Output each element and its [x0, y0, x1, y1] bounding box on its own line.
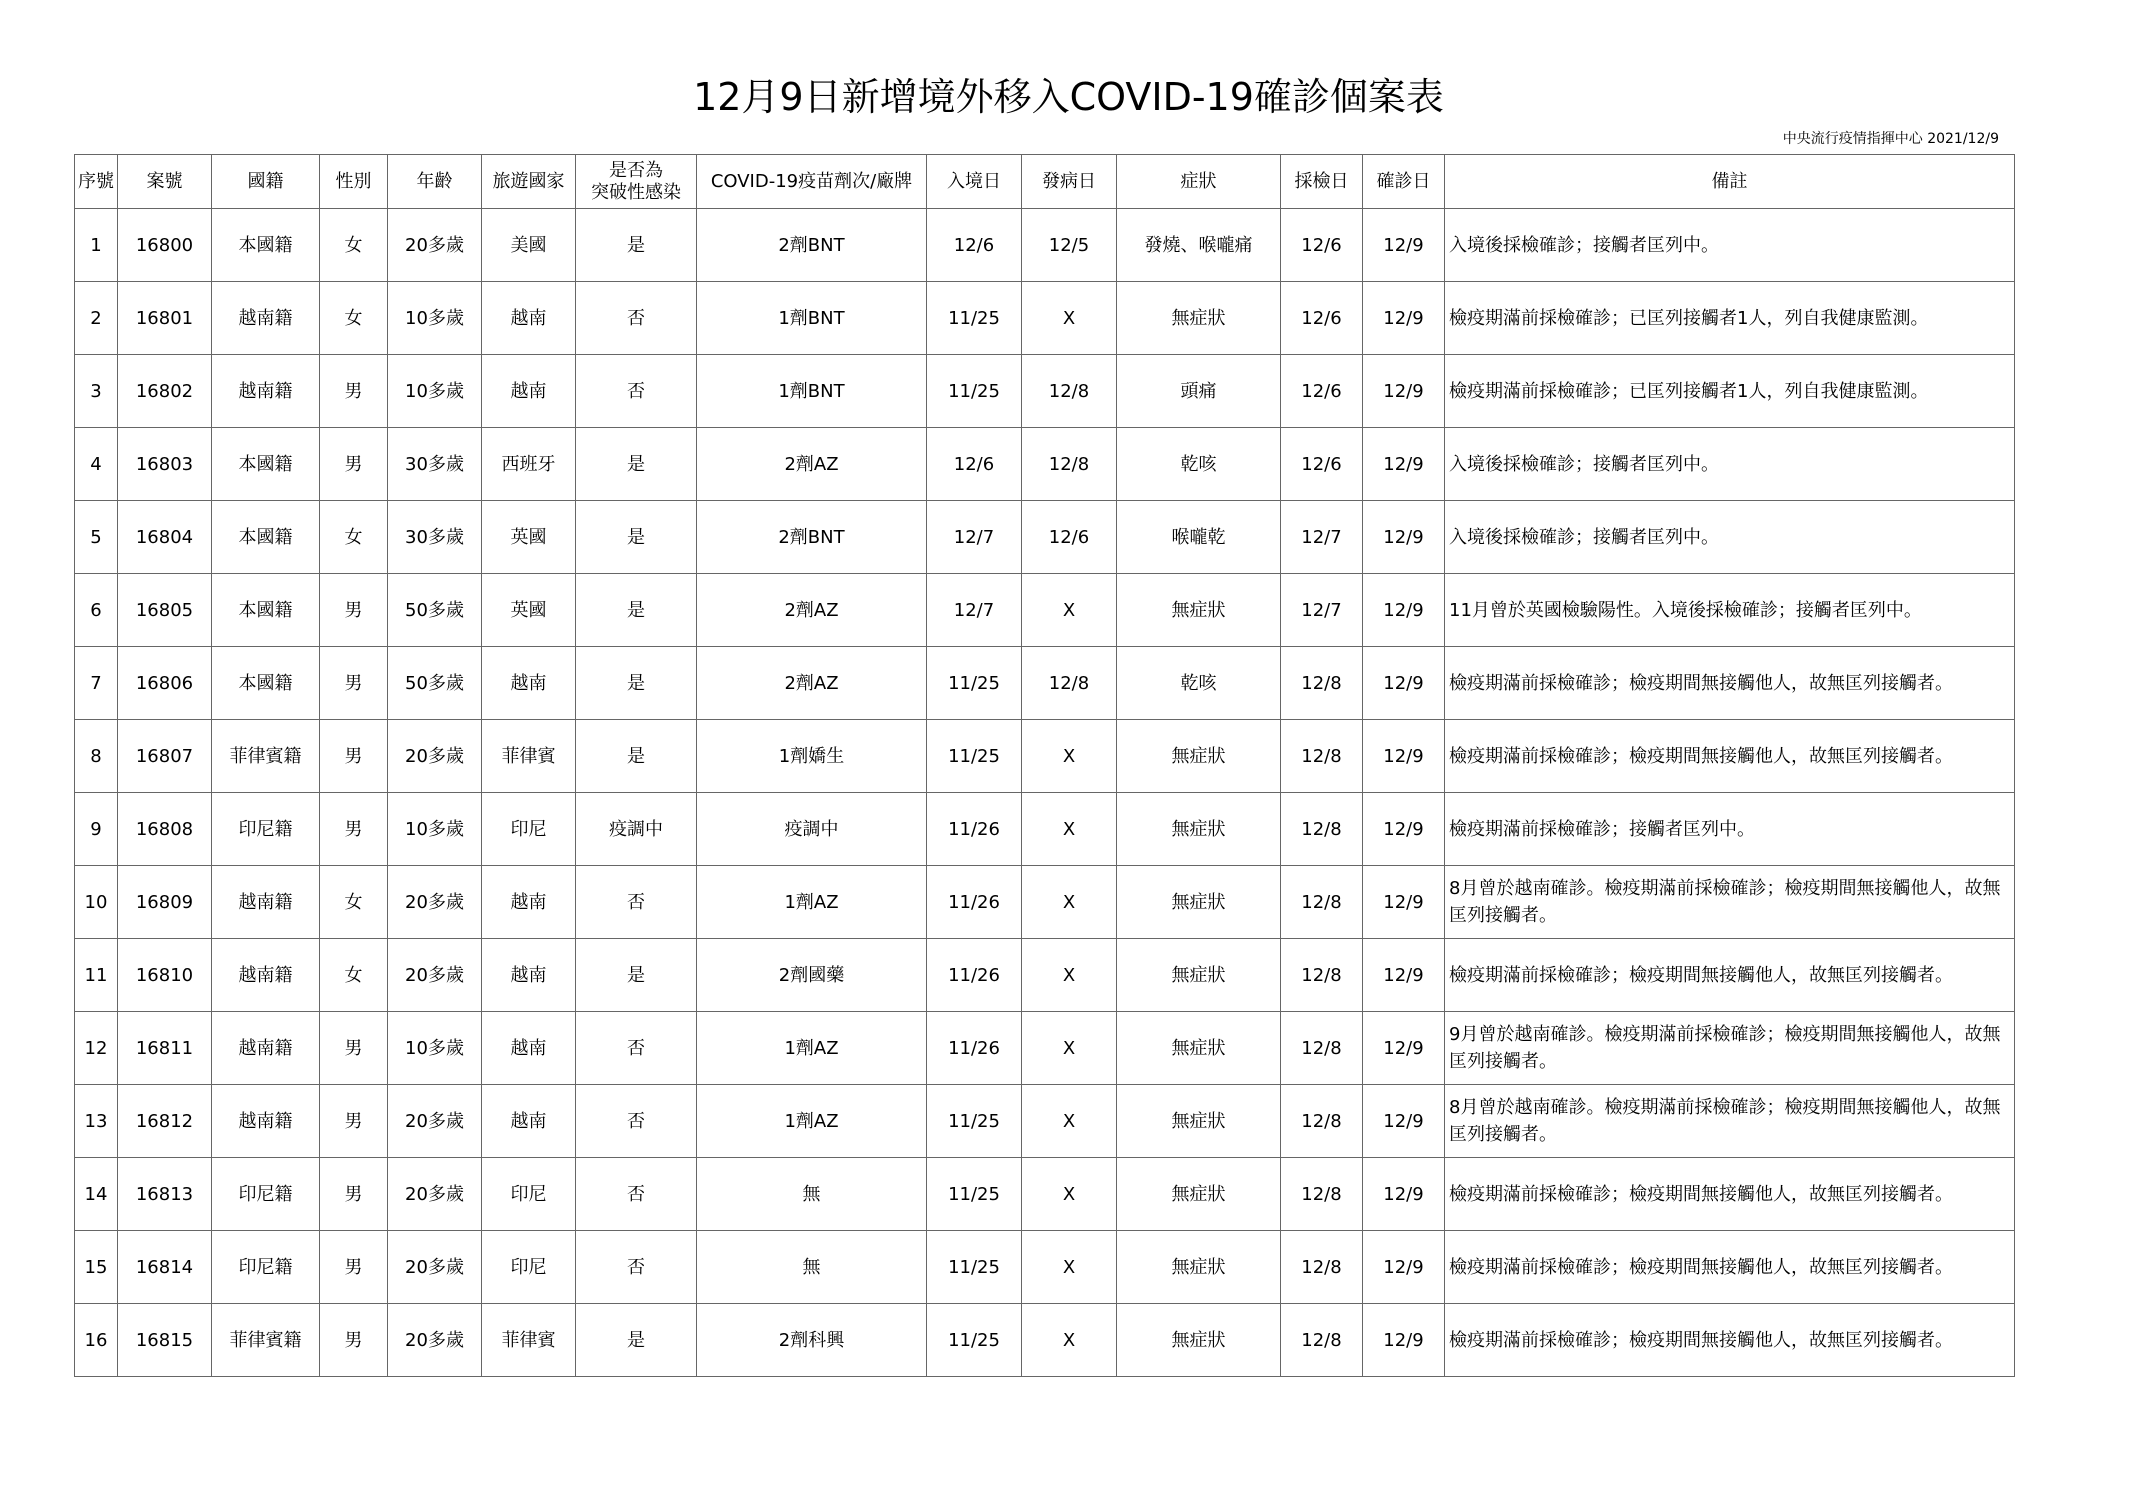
- cell-symptom: 無症狀: [1117, 1158, 1281, 1231]
- cell-confirm: 12/9: [1363, 282, 1445, 355]
- cell-nationality: 越南籍: [212, 1085, 320, 1158]
- cell-onset: X: [1022, 939, 1117, 1012]
- cell-note: 檢疫期滿前採檢確診；已匡列接觸者1人，列自我健康監測。: [1445, 355, 2015, 428]
- cell-case: 16801: [118, 282, 212, 355]
- cell-age: 20多歲: [388, 720, 482, 793]
- cell-sample: 12/8: [1281, 939, 1363, 1012]
- cell-age: 20多歲: [388, 939, 482, 1012]
- header-case: 案號: [118, 155, 212, 209]
- cell-travel: 印尼: [482, 1231, 576, 1304]
- cell-note: 8月曾於越南確診。檢疫期滿前採檢確診；檢疫期間無接觸他人，故無匡列接觸者。: [1445, 866, 2015, 939]
- cell-vaccine: 2劑BNT: [697, 209, 927, 282]
- cell-symptom: 無症狀: [1117, 866, 1281, 939]
- cell-case: 16803: [118, 428, 212, 501]
- cell-case: 16813: [118, 1158, 212, 1231]
- cell-no: 15: [75, 1231, 118, 1304]
- cell-symptom: 無症狀: [1117, 720, 1281, 793]
- cell-sex: 男: [320, 1085, 388, 1158]
- cell-entry: 11/26: [927, 793, 1022, 866]
- cell-no: 8: [75, 720, 118, 793]
- cell-symptom: 無症狀: [1117, 1085, 1281, 1158]
- cell-onset: 12/8: [1022, 647, 1117, 720]
- table-row: [75, 1304, 2015, 1377]
- cell-travel: 越南: [482, 939, 576, 1012]
- cell-symptom: 無症狀: [1117, 793, 1281, 866]
- header-sex: 性別: [320, 155, 388, 209]
- cell-no: 12: [75, 1012, 118, 1085]
- cell-onset: X: [1022, 793, 1117, 866]
- cell-confirm: 12/9: [1363, 793, 1445, 866]
- cell-entry: 11/25: [927, 355, 1022, 428]
- cell-vaccine: 1劑BNT: [697, 355, 927, 428]
- cell-nationality: 本國籍: [212, 647, 320, 720]
- table-row: [75, 282, 2015, 355]
- cell-entry: 12/7: [927, 501, 1022, 574]
- cell-note: 入境後採檢確診；接觸者匡列中。: [1445, 501, 2015, 574]
- cell-case: 16811: [118, 1012, 212, 1085]
- cell-breakthrough: 是: [576, 501, 697, 574]
- cell-entry: 12/6: [927, 209, 1022, 282]
- cell-onset: X: [1022, 720, 1117, 793]
- cell-sex: 男: [320, 1304, 388, 1377]
- cell-onset: 12/6: [1022, 501, 1117, 574]
- cell-travel: 西班牙: [482, 428, 576, 501]
- cell-confirm: 12/9: [1363, 647, 1445, 720]
- cell-entry: 11/25: [927, 282, 1022, 355]
- cell-vaccine: 2劑BNT: [697, 501, 927, 574]
- cell-vaccine: 2劑國藥: [697, 939, 927, 1012]
- cell-onset: X: [1022, 1085, 1117, 1158]
- cell-entry: 11/25: [927, 1231, 1022, 1304]
- cell-travel: 印尼: [482, 1158, 576, 1231]
- cell-note: 檢疫期滿前採檢確診；已匡列接觸者1人，列自我健康監測。: [1445, 282, 2015, 355]
- cell-travel: 越南: [482, 282, 576, 355]
- cell-age: 50多歲: [388, 574, 482, 647]
- table-row: [75, 1085, 2015, 1158]
- cell-age: 20多歲: [388, 866, 482, 939]
- header-note: 備註: [1445, 155, 2015, 209]
- header-entry: 入境日: [927, 155, 1022, 209]
- cell-age: 20多歲: [388, 1304, 482, 1377]
- cell-onset: X: [1022, 866, 1117, 939]
- cell-breakthrough: 否: [576, 1012, 697, 1085]
- cell-vaccine: 疫調中: [697, 793, 927, 866]
- table-row: [75, 866, 2015, 939]
- cell-symptom: 無症狀: [1117, 1231, 1281, 1304]
- cell-travel: 美國: [482, 209, 576, 282]
- cell-confirm: 12/9: [1363, 501, 1445, 574]
- table-header-row: [75, 155, 2015, 209]
- table-row: [75, 939, 2015, 1012]
- cell-nationality: 本國籍: [212, 574, 320, 647]
- cell-note: 檢疫期滿前採檢確診；檢疫期間無接觸他人，故無匡列接觸者。: [1445, 1231, 2015, 1304]
- cell-breakthrough: 是: [576, 647, 697, 720]
- cell-sex: 女: [320, 866, 388, 939]
- cell-sex: 女: [320, 209, 388, 282]
- cell-nationality: 印尼籍: [212, 793, 320, 866]
- header-sample: 採檢日: [1281, 155, 1363, 209]
- cell-sample: 12/6: [1281, 428, 1363, 501]
- cell-sex: 男: [320, 720, 388, 793]
- cell-age: 20多歲: [388, 1231, 482, 1304]
- cell-vaccine: 1劑AZ: [697, 866, 927, 939]
- cell-case: 16800: [118, 209, 212, 282]
- cell-vaccine: 1劑BNT: [697, 282, 927, 355]
- table-row: [75, 793, 2015, 866]
- cell-age: 30多歲: [388, 428, 482, 501]
- cell-no: 7: [75, 647, 118, 720]
- cell-no: 4: [75, 428, 118, 501]
- cell-nationality: 菲律賓籍: [212, 1304, 320, 1377]
- cell-nationality: 越南籍: [212, 1012, 320, 1085]
- cell-confirm: 12/9: [1363, 720, 1445, 793]
- cell-symptom: 無症狀: [1117, 574, 1281, 647]
- cell-no: 5: [75, 501, 118, 574]
- header-breakthrough: [576, 155, 697, 209]
- cell-note: 檢疫期滿前採檢確診；檢疫期間無接觸他人，故無匡列接觸者。: [1445, 939, 2015, 1012]
- cell-entry: 11/25: [927, 1158, 1022, 1231]
- cell-sample: 12/8: [1281, 1304, 1363, 1377]
- cell-symptom: 喉嚨乾: [1117, 501, 1281, 574]
- cell-breakthrough: 是: [576, 939, 697, 1012]
- cell-confirm: 12/9: [1363, 574, 1445, 647]
- cell-breakthrough: 是: [576, 574, 697, 647]
- cell-nationality: 越南籍: [212, 939, 320, 1012]
- cell-breakthrough: 是: [576, 720, 697, 793]
- cell-nationality: 菲律賓籍: [212, 720, 320, 793]
- cell-sex: 男: [320, 1231, 388, 1304]
- cell-entry: 11/26: [927, 1012, 1022, 1085]
- cell-onset: X: [1022, 1231, 1117, 1304]
- cell-sex: 男: [320, 647, 388, 720]
- cell-symptom: 無症狀: [1117, 1012, 1281, 1085]
- cell-sample: 12/8: [1281, 793, 1363, 866]
- cell-no: 16: [75, 1304, 118, 1377]
- cell-breakthrough: 否: [576, 1158, 697, 1231]
- cell-symptom: 乾咳: [1117, 647, 1281, 720]
- cell-sample: 12/8: [1281, 1231, 1363, 1304]
- cell-case: 16810: [118, 939, 212, 1012]
- cell-sex: 男: [320, 793, 388, 866]
- cell-confirm: 12/9: [1363, 1085, 1445, 1158]
- cell-note: 8月曾於越南確診。檢疫期滿前採檢確診；檢疫期間無接觸他人，故無匡列接觸者。: [1445, 1085, 2015, 1158]
- cell-no: 6: [75, 574, 118, 647]
- cell-entry: 11/25: [927, 1085, 1022, 1158]
- cell-age: 10多歲: [388, 793, 482, 866]
- header-onset: 發病日: [1022, 155, 1117, 209]
- page-title: 12月9日新增境外移入COVID-19確診個案表: [693, 75, 1444, 119]
- cell-onset: X: [1022, 1158, 1117, 1231]
- cell-sex: 男: [320, 355, 388, 428]
- table-row: [75, 501, 2015, 574]
- header-breakthrough-line1: 是否為: [609, 159, 663, 181]
- cell-breakthrough: 是: [576, 209, 697, 282]
- cell-breakthrough: 否: [576, 355, 697, 428]
- table-row: [75, 647, 2015, 720]
- cell-sex: 女: [320, 282, 388, 355]
- cell-sample: 12/8: [1281, 1158, 1363, 1231]
- table-row: [75, 209, 2015, 282]
- cell-age: 10多歲: [388, 1012, 482, 1085]
- table-row: [75, 1012, 2015, 1085]
- cell-vaccine: 2劑科興: [697, 1304, 927, 1377]
- cell-nationality: 越南籍: [212, 866, 320, 939]
- header-age: 年齡: [388, 155, 482, 209]
- cell-entry: 11/25: [927, 1304, 1022, 1377]
- cell-no: 2: [75, 282, 118, 355]
- cell-case: 16815: [118, 1304, 212, 1377]
- cell-confirm: 12/9: [1363, 355, 1445, 428]
- cell-sample: 12/8: [1281, 647, 1363, 720]
- cell-confirm: 12/9: [1363, 1158, 1445, 1231]
- cell-vaccine: 1劑AZ: [697, 1085, 927, 1158]
- header-no: 序號: [75, 155, 118, 209]
- cell-sample: 12/6: [1281, 209, 1363, 282]
- cell-no: 1: [75, 209, 118, 282]
- cell-case: 16809: [118, 866, 212, 939]
- cell-confirm: 12/9: [1363, 428, 1445, 501]
- cell-confirm: 12/9: [1363, 866, 1445, 939]
- table-row: [75, 1231, 2015, 1304]
- cell-symptom: 發燒、喉嚨痛: [1117, 209, 1281, 282]
- cell-sex: 男: [320, 1158, 388, 1231]
- cell-nationality: 印尼籍: [212, 1158, 320, 1231]
- cell-breakthrough: 是: [576, 428, 697, 501]
- source-line: 中央流行疫情指揮中心 2021/12/9: [1782, 131, 1999, 147]
- cell-confirm: 12/9: [1363, 209, 1445, 282]
- cell-breakthrough: 否: [576, 1085, 697, 1158]
- table-row: [75, 720, 2015, 793]
- cell-symptom: 無症狀: [1117, 1304, 1281, 1377]
- table-row: [75, 355, 2015, 428]
- cell-case: 16806: [118, 647, 212, 720]
- cell-entry: 12/7: [927, 574, 1022, 647]
- cell-age: 20多歲: [388, 1085, 482, 1158]
- cell-note: 入境後採檢確診；接觸者匡列中。: [1445, 209, 2015, 282]
- cell-onset: 12/5: [1022, 209, 1117, 282]
- cell-confirm: 12/9: [1363, 1012, 1445, 1085]
- cell-travel: 越南: [482, 355, 576, 428]
- cell-nationality: 越南籍: [212, 282, 320, 355]
- cell-sex: 男: [320, 1012, 388, 1085]
- cell-travel: 越南: [482, 1012, 576, 1085]
- cell-nationality: 本國籍: [212, 501, 320, 574]
- cell-nationality: 本國籍: [212, 209, 320, 282]
- cell-onset: X: [1022, 1012, 1117, 1085]
- cell-confirm: 12/9: [1363, 1304, 1445, 1377]
- cell-age: 20多歲: [388, 1158, 482, 1231]
- cell-note: 11月曾於英國檢驗陽性。入境後採檢確診；接觸者匡列中。: [1445, 574, 2015, 647]
- cell-vaccine: 2劑AZ: [697, 574, 927, 647]
- cell-entry: 11/25: [927, 720, 1022, 793]
- cell-no: 11: [75, 939, 118, 1012]
- cell-note: 檢疫期滿前採檢確診；檢疫期間無接觸他人，故無匡列接觸者。: [1445, 720, 2015, 793]
- cell-travel: 越南: [482, 647, 576, 720]
- cell-case: 16805: [118, 574, 212, 647]
- cell-note: 檢疫期滿前採檢確診；接觸者匡列中。: [1445, 793, 2015, 866]
- cell-no: 10: [75, 866, 118, 939]
- cell-case: 16804: [118, 501, 212, 574]
- cell-entry: 11/26: [927, 939, 1022, 1012]
- cell-nationality: 越南籍: [212, 355, 320, 428]
- cell-confirm: 12/9: [1363, 939, 1445, 1012]
- cell-vaccine: 無: [697, 1158, 927, 1231]
- table-row: [75, 428, 2015, 501]
- cell-onset: X: [1022, 1304, 1117, 1377]
- cell-onset: X: [1022, 574, 1117, 647]
- cell-case: 16814: [118, 1231, 212, 1304]
- cell-sex: 女: [320, 501, 388, 574]
- cell-sample: 12/6: [1281, 355, 1363, 428]
- cell-sample: 12/8: [1281, 1012, 1363, 1085]
- cell-sex: 男: [320, 428, 388, 501]
- cell-sample: 12/8: [1281, 720, 1363, 793]
- cell-vaccine: 1劑嬌生: [697, 720, 927, 793]
- cell-entry: 11/26: [927, 866, 1022, 939]
- cell-travel: 越南: [482, 1085, 576, 1158]
- cell-no: 13: [75, 1085, 118, 1158]
- cell-age: 50多歲: [388, 647, 482, 720]
- header-travel: 旅遊國家: [482, 155, 576, 209]
- cell-travel: 印尼: [482, 793, 576, 866]
- cell-sex: 男: [320, 574, 388, 647]
- cell-travel: 菲律賓: [482, 720, 576, 793]
- cell-vaccine: 無: [697, 1231, 927, 1304]
- cell-sex: 女: [320, 939, 388, 1012]
- cell-age: 10多歲: [388, 282, 482, 355]
- cell-age: 20多歲: [388, 209, 482, 282]
- cell-sample: 12/6: [1281, 282, 1363, 355]
- cell-onset: X: [1022, 282, 1117, 355]
- cell-confirm: 12/9: [1363, 1231, 1445, 1304]
- header-symptom: 症狀: [1117, 155, 1281, 209]
- cell-sample: 12/7: [1281, 574, 1363, 647]
- table-body: [75, 209, 2015, 1377]
- cell-symptom: 乾咳: [1117, 428, 1281, 501]
- cell-vaccine: 2劑AZ: [697, 428, 927, 501]
- cell-note: 檢疫期滿前採檢確診；檢疫期間無接觸他人，故無匡列接觸者。: [1445, 1304, 2015, 1377]
- cell-note: 檢疫期滿前採檢確診；檢疫期間無接觸他人，故無匡列接觸者。: [1445, 1158, 2015, 1231]
- cell-onset: 12/8: [1022, 355, 1117, 428]
- cell-breakthrough: 否: [576, 1231, 697, 1304]
- cell-symptom: 無症狀: [1117, 939, 1281, 1012]
- cell-sample: 12/8: [1281, 1085, 1363, 1158]
- cell-nationality: 本國籍: [212, 428, 320, 501]
- cell-breakthrough: 否: [576, 282, 697, 355]
- cell-onset: 12/8: [1022, 428, 1117, 501]
- cell-breakthrough: 否: [576, 866, 697, 939]
- cell-no: 3: [75, 355, 118, 428]
- cell-case: 16808: [118, 793, 212, 866]
- cell-entry: 12/6: [927, 428, 1022, 501]
- cell-symptom: 無症狀: [1117, 282, 1281, 355]
- case-table: [74, 154, 2015, 1377]
- cell-travel: 越南: [482, 866, 576, 939]
- cell-symptom: 頭痛: [1117, 355, 1281, 428]
- header-vaccine: COVID-19疫苗劑次/廠牌: [697, 155, 927, 209]
- cell-age: 30多歲: [388, 501, 482, 574]
- header-nationality: 國籍: [212, 155, 320, 209]
- cell-vaccine: 1劑AZ: [697, 1012, 927, 1085]
- cell-case: 16812: [118, 1085, 212, 1158]
- table-row: [75, 574, 2015, 647]
- cell-entry: 11/25: [927, 647, 1022, 720]
- cell-travel: 菲律賓: [482, 1304, 576, 1377]
- cell-travel: 英國: [482, 574, 576, 647]
- cell-note: 檢疫期滿前採檢確診；檢疫期間無接觸他人，故無匡列接觸者。: [1445, 647, 2015, 720]
- cell-sample: 12/8: [1281, 866, 1363, 939]
- cell-breakthrough: 是: [576, 1304, 697, 1377]
- cell-nationality: 印尼籍: [212, 1231, 320, 1304]
- cell-breakthrough: 疫調中: [576, 793, 697, 866]
- cell-travel: 英國: [482, 501, 576, 574]
- cell-age: 10多歲: [388, 355, 482, 428]
- cell-vaccine: 2劑AZ: [697, 647, 927, 720]
- cell-sample: 12/7: [1281, 501, 1363, 574]
- cell-no: 14: [75, 1158, 118, 1231]
- cell-case: 16807: [118, 720, 212, 793]
- cell-case: 16802: [118, 355, 212, 428]
- cell-note: 入境後採檢確診；接觸者匡列中。: [1445, 428, 2015, 501]
- cell-note: 9月曾於越南確診。檢疫期滿前採檢確診；檢疫期間無接觸他人，故無匡列接觸者。: [1445, 1012, 2015, 1085]
- header-confirm: 確診日: [1363, 155, 1445, 209]
- header-breakthrough-line2: 突破性感染: [591, 181, 681, 203]
- table-row: [75, 1158, 2015, 1231]
- cell-no: 9: [75, 793, 118, 866]
